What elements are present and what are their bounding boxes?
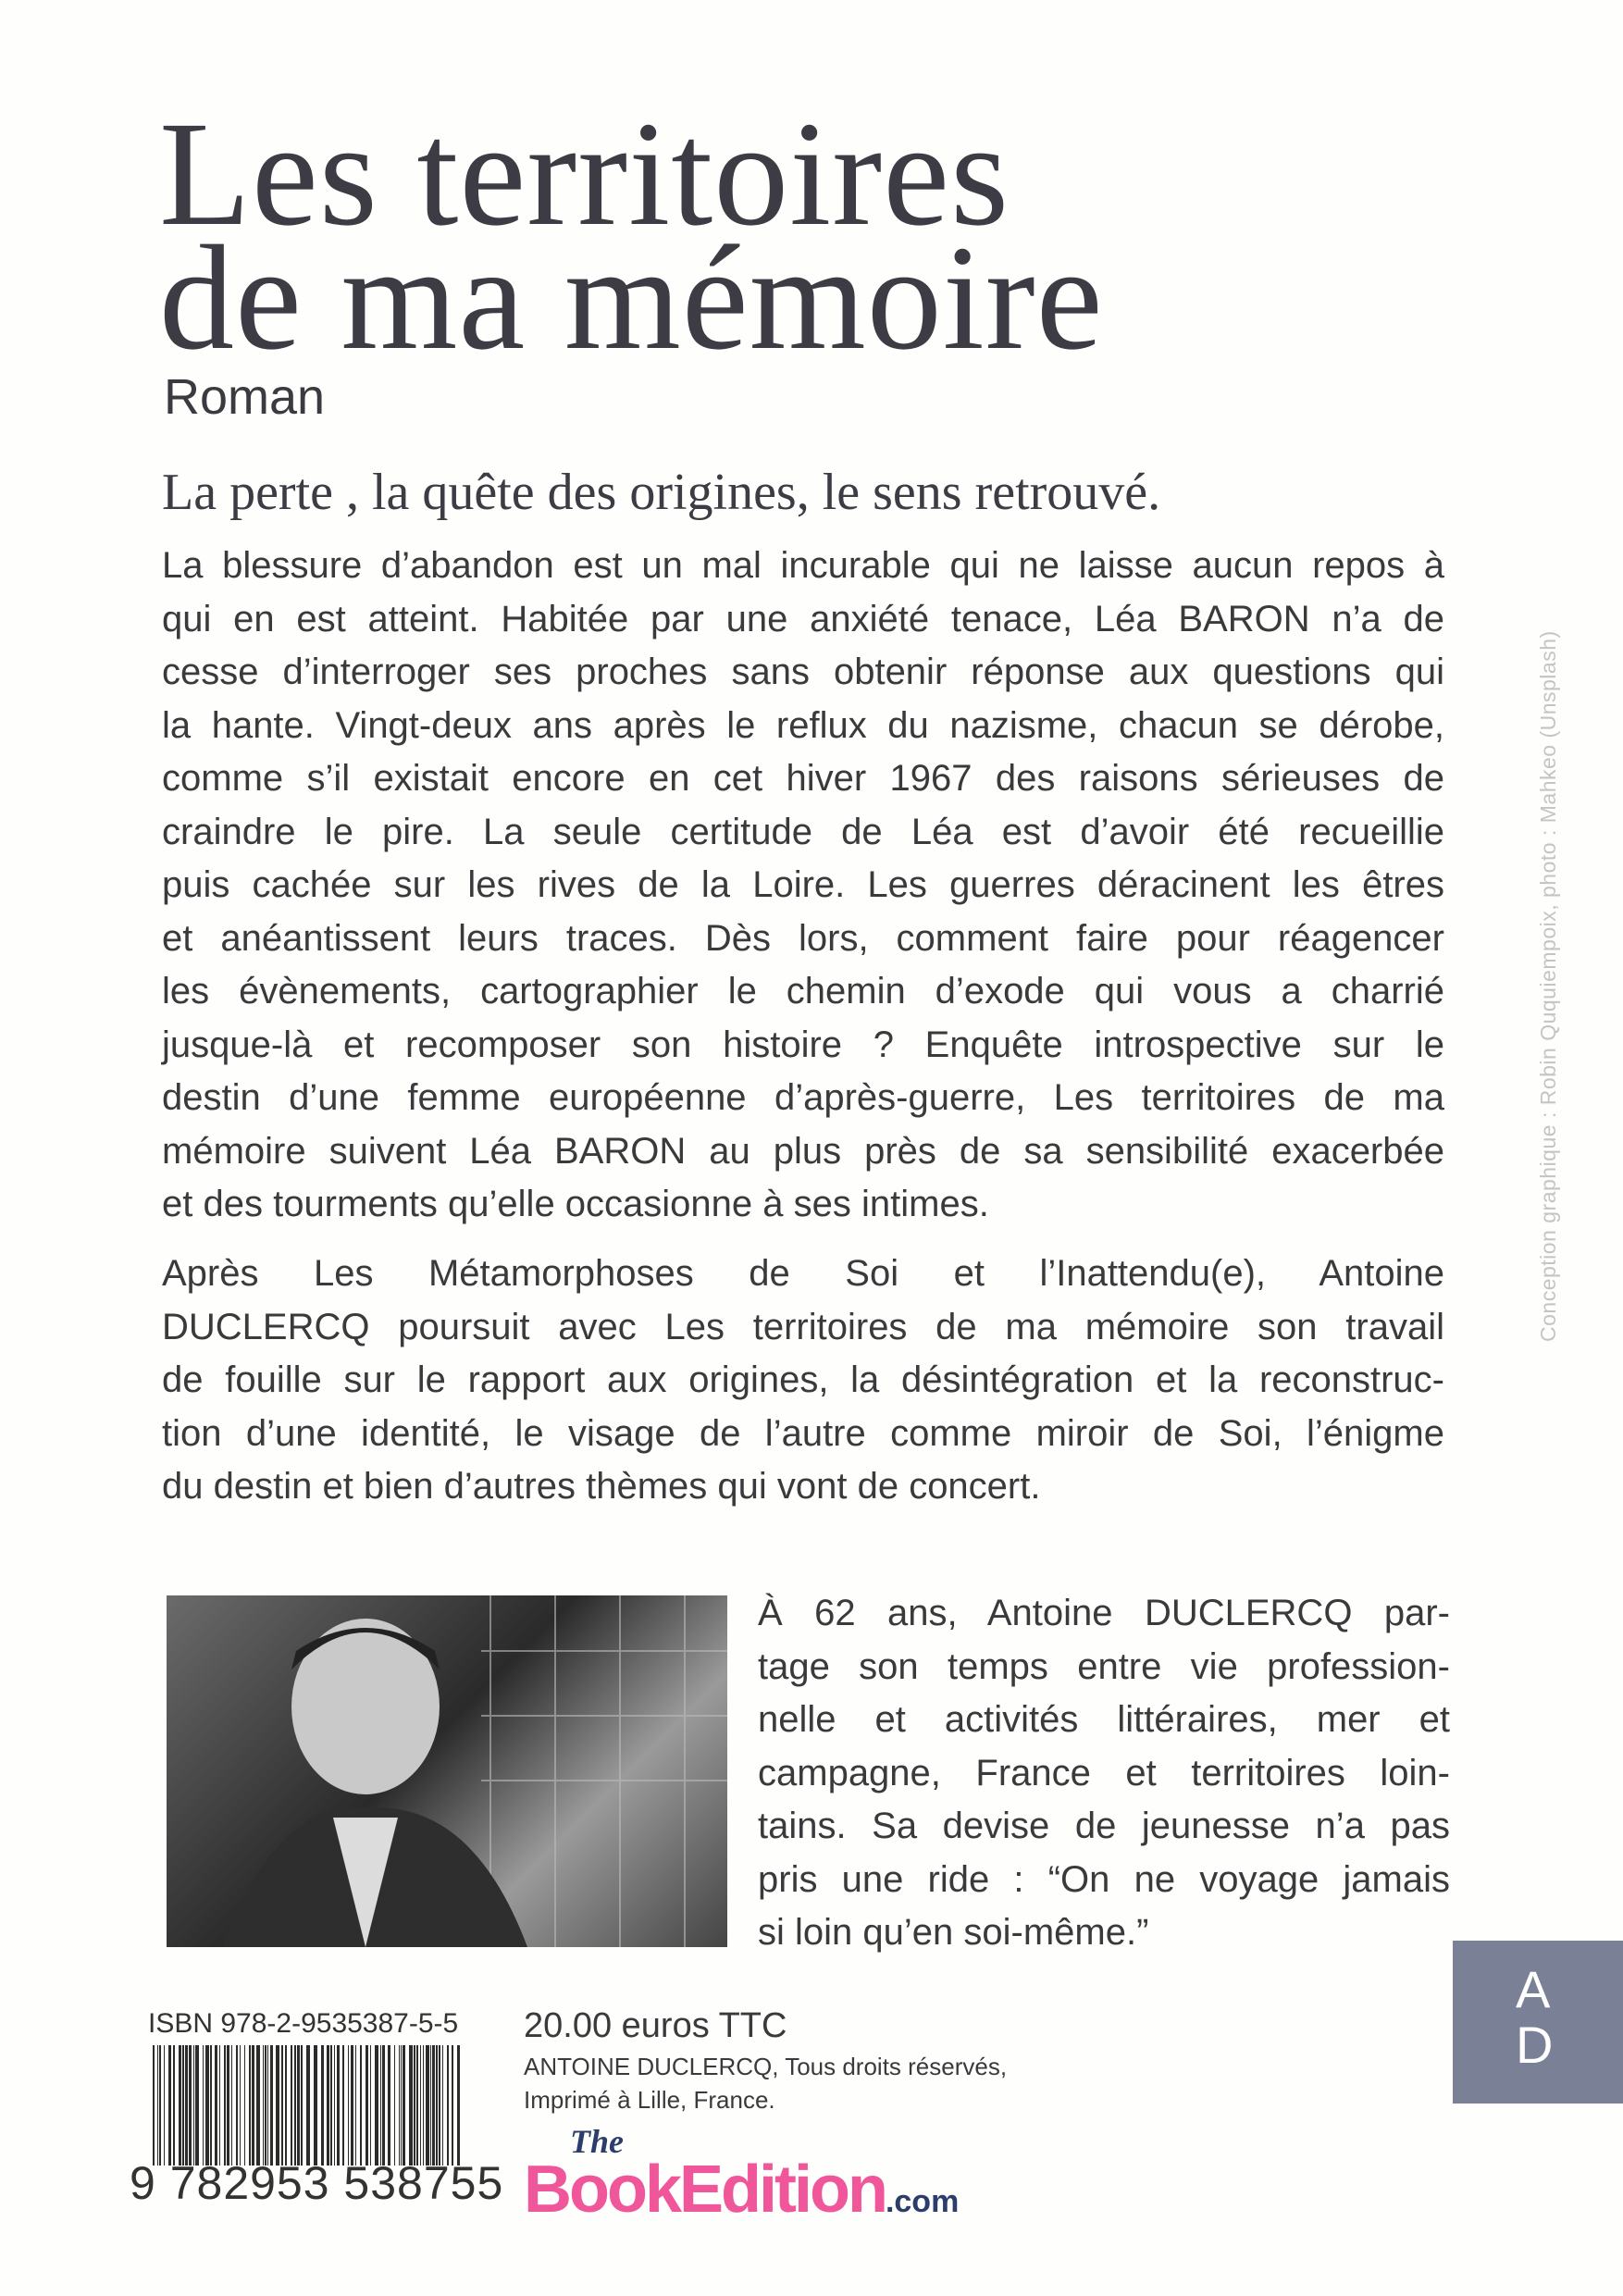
author-monogram bbox=[1453, 1941, 1623, 2104]
text-line: tains. Sa devise de jeunesse n’a pas bbox=[758, 1806, 1450, 1846]
barcode-bar bbox=[430, 2045, 431, 2166]
barcode-bar bbox=[193, 2045, 194, 2166]
barcode-bar bbox=[179, 2045, 181, 2166]
text-line: destin d’une femme européenne d’après-guerre, Les territoires de ma bbox=[162, 1077, 1444, 1118]
barcode-bar bbox=[231, 2045, 232, 2166]
barcode-bar bbox=[420, 2045, 421, 2166]
barcode-bar bbox=[342, 2045, 344, 2166]
text-line: Après Les Métamorphoses de Soi et l’Inattendu(e), Antoine bbox=[162, 1253, 1444, 1294]
barcode-bar bbox=[256, 2045, 260, 2166]
barcode-bar bbox=[276, 2045, 279, 2166]
monogram-a: A bbox=[1516, 1960, 1551, 2018]
barcode-bar bbox=[426, 2045, 429, 2166]
barcode-bar bbox=[281, 2045, 283, 2166]
barcode-bar bbox=[265, 2045, 266, 2166]
tagline: La perte , la quête des origines, le sens retrouvé. bbox=[162, 464, 1161, 521]
barcode-bar bbox=[382, 2045, 385, 2166]
barcode-bar bbox=[294, 2045, 296, 2166]
barcode-bar bbox=[195, 2045, 199, 2166]
publisher-logo-name: BookEdition bbox=[524, 2153, 886, 2227]
author-bio bbox=[758, 1587, 1450, 1960]
barcode-bar bbox=[224, 2045, 226, 2166]
barcode-bar bbox=[263, 2045, 264, 2166]
barcode-bar bbox=[439, 2045, 440, 2166]
text-line: de fouille sur le rapport aux origines, la désintégration et la reconstruc- bbox=[162, 1359, 1444, 1400]
barcode-bar bbox=[236, 2045, 238, 2166]
text-line: comme s’il existait encore en cet hiver 1967 des raisons sérieuses de bbox=[162, 758, 1444, 799]
author-photo bbox=[167, 1595, 727, 1947]
synopsis bbox=[162, 540, 1444, 1232]
text-line: pris une ride : “On ne voyage jamais bbox=[758, 1858, 1450, 1900]
author-work-paragraph bbox=[162, 1247, 1444, 1514]
barcode-bar bbox=[355, 2045, 356, 2166]
book-title-line-1: Les territoires bbox=[159, 92, 1010, 257]
text-line: qui en est atteint. Habitée par une anxiété tenace, Léa BARON n’a de bbox=[162, 598, 1444, 639]
text-line: tion d’une identité, le visage de l’autre comme miroir de Soi, l’énigme bbox=[162, 1412, 1444, 1454]
price: 20.00 euros TTC bbox=[524, 2006, 787, 2045]
barcode-bar bbox=[168, 2045, 171, 2166]
barcode-bar bbox=[447, 2045, 449, 2166]
text-line: DUCLERCQ poursuit avec Les territoires de ma mémoire son travail bbox=[162, 1306, 1444, 1347]
rights-line: ANTOINE DUCLERCQ, Tous droits réservés, bbox=[524, 2053, 1008, 2080]
text-line: nelle et activités littéraires, mer et bbox=[758, 1699, 1450, 1740]
barcode-bar bbox=[394, 2045, 395, 2166]
genre-label: Roman bbox=[164, 369, 326, 425]
text-line: À 62 ans, Antoine DUCLERCQ par- bbox=[758, 1593, 1450, 1633]
text-line: si loin qu’en soi-même.” bbox=[758, 1912, 1149, 1953]
text-line: puis cachée sur les rives de la Loire. Les guerres déracinent les êtres bbox=[162, 864, 1444, 905]
text-line: cesse d’interroger ses proches sans obtenir réponse aux questions qui bbox=[162, 652, 1444, 692]
text-line: jusque-là et recomposer son histoire ? Enquête introspective sur le bbox=[162, 1024, 1444, 1065]
barcode-bar bbox=[321, 2045, 324, 2166]
barcode-bar bbox=[240, 2045, 241, 2166]
text-line: campagne, France et territoires loin- bbox=[758, 1752, 1450, 1793]
author-photo-image bbox=[167, 1595, 727, 1947]
barcode-bar bbox=[215, 2045, 217, 2166]
barcode-bar bbox=[388, 2045, 390, 2166]
barcode-bar bbox=[409, 2045, 413, 2166]
barcode-bar bbox=[205, 2045, 209, 2166]
barcode-bar bbox=[442, 2045, 443, 2166]
barcode-bar bbox=[267, 2045, 268, 2166]
text-line: du destin et bien d’autres thèmes qui vont de concert. bbox=[162, 1466, 1041, 1507]
isbn: ISBN 978-2-9535387-5-5 bbox=[148, 2008, 459, 2039]
barcode-bar bbox=[164, 2045, 165, 2166]
barcode-bar bbox=[270, 2045, 273, 2166]
barcode-bar bbox=[380, 2045, 381, 2166]
barcode-bar bbox=[365, 2045, 368, 2166]
barcode-bar bbox=[227, 2045, 229, 2166]
barcode-bar bbox=[219, 2045, 220, 2166]
barcode-bar bbox=[291, 2045, 292, 2166]
barcode-bar bbox=[185, 2045, 188, 2166]
design-credit: Conception graphique : Robin Ququiempoix, photo : Mahkeo (Unsplash) bbox=[1536, 630, 1560, 1342]
barcode-bar bbox=[314, 2045, 317, 2166]
publisher-logo-the: The bbox=[570, 2123, 624, 2160]
text-line: et anéantissent leurs traces. Dès lors, comment faire pour réagencer bbox=[162, 917, 1444, 959]
barcode-bar bbox=[306, 2045, 310, 2166]
barcode-bar bbox=[403, 2045, 405, 2166]
barcode-bar bbox=[173, 2045, 175, 2166]
barcode-bar bbox=[401, 2045, 402, 2166]
publisher-logo bbox=[524, 2123, 960, 2227]
text-line: La blessure d’abandon est un mal incurable qui ne laisse aucun repos à bbox=[162, 545, 1444, 586]
text-line: la hante. Vingt-deux ans après le reflux du nazisme, chacun se dérobe, bbox=[162, 704, 1444, 746]
monogram-d: D bbox=[1516, 2016, 1554, 2074]
publisher-logo-tld: .com bbox=[885, 2184, 960, 2219]
barcode-bar bbox=[252, 2045, 254, 2166]
barcode-bar bbox=[416, 2045, 418, 2166]
barcode-bar bbox=[210, 2045, 212, 2166]
barcode-bar bbox=[330, 2045, 332, 2166]
barcode-digits: 9 782953 538755 bbox=[130, 2157, 504, 2209]
barcode-bar bbox=[182, 2045, 184, 2166]
barcode-bar bbox=[348, 2045, 349, 2166]
barcode-bar bbox=[370, 2045, 371, 2166]
text-line: et des tourments qu’elle occasionne à ses intimes. bbox=[162, 1184, 989, 1224]
barcode-bar bbox=[436, 2045, 438, 2166]
barcode-bar bbox=[153, 2045, 155, 2166]
barcode-bar bbox=[189, 2045, 192, 2166]
barcode-bar bbox=[157, 2045, 158, 2166]
barcode-bar bbox=[334, 2045, 335, 2166]
barcode-bar bbox=[423, 2045, 424, 2166]
barcode-bar bbox=[301, 2045, 303, 2166]
text-line: les évènements, cartographier le chemin d’exode qui vous a charrié bbox=[162, 971, 1444, 1011]
barcode-bar bbox=[457, 2045, 460, 2166]
barcode-bar bbox=[452, 2045, 453, 2166]
barcode-bar bbox=[360, 2045, 362, 2166]
barcode-bar bbox=[337, 2045, 340, 2166]
barcode-bar bbox=[375, 2045, 378, 2166]
text-line: craindre le pire. La seule certitude de Léa est d’avoir été recueillie bbox=[162, 811, 1444, 852]
barcode-bar bbox=[249, 2045, 251, 2166]
barcode-bar bbox=[414, 2045, 415, 2166]
rights-notice bbox=[524, 2050, 1007, 2116]
barcode-bar bbox=[297, 2045, 300, 2166]
barcode-bar bbox=[351, 2045, 353, 2166]
barcode-bar bbox=[159, 2045, 161, 2166]
barcode-bar bbox=[327, 2045, 329, 2166]
barcode-bar bbox=[432, 2045, 435, 2166]
barcode-bar bbox=[285, 2045, 287, 2166]
barcode-bar bbox=[203, 2045, 204, 2166]
barcode-bar bbox=[244, 2045, 245, 2166]
barcode bbox=[153, 2045, 463, 2166]
book-title-line-2: de ma mémoire bbox=[159, 216, 1104, 381]
text-line: tage son temps entre vie profession- bbox=[758, 1645, 1450, 1687]
printed-line: Imprimé à Lille, France. bbox=[524, 2086, 775, 2114]
barcode-bar bbox=[399, 2045, 400, 2166]
text-line: mémoire suivent Léa BARON au plus près de sa sensibilité exacerbée bbox=[162, 1130, 1444, 1172]
